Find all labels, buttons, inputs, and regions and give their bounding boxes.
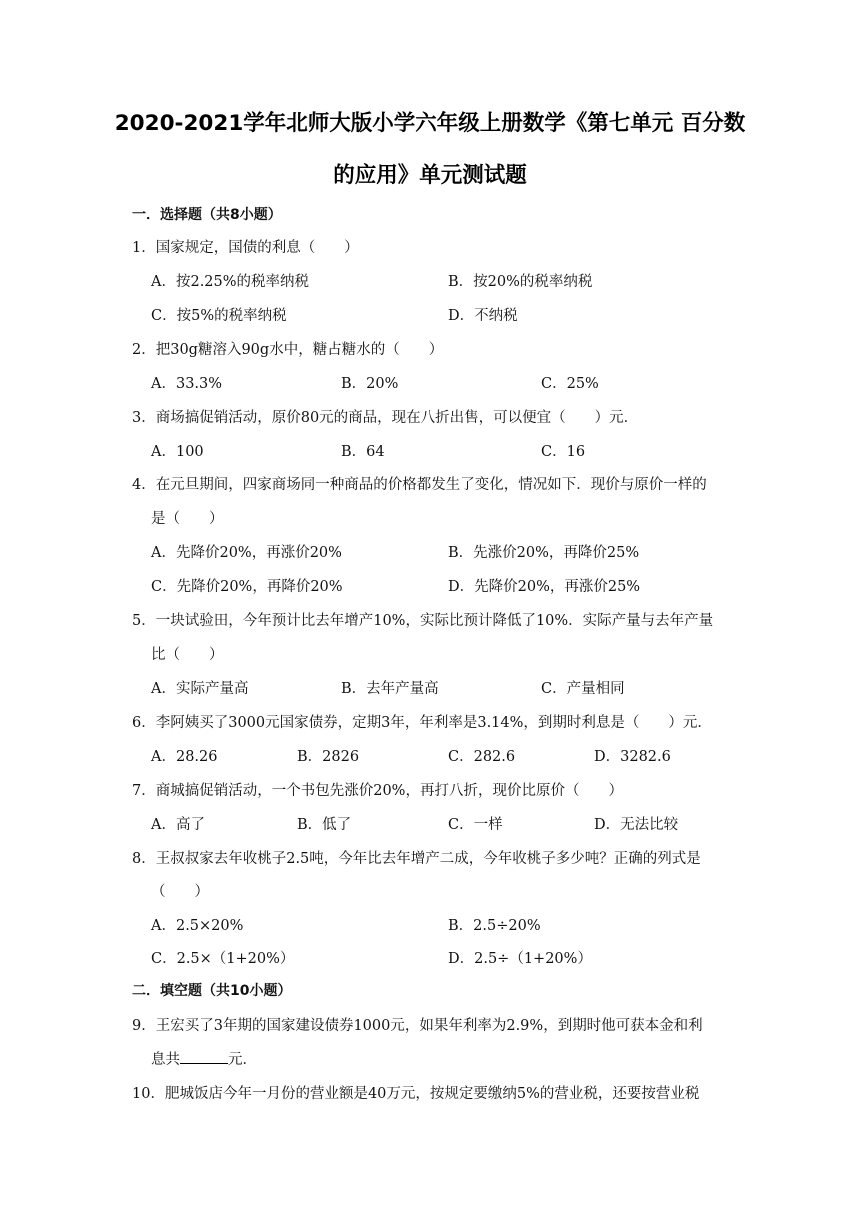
question-8-option-a: A．2.5×20% [151,918,244,934]
question-4-stem-continued: 是（ ） [151,511,224,527]
answer-blank[interactable] [180,1049,228,1064]
page-title-line1: 2020-2021学年北师大版小学六年级上册数学《第七单元 百分数 [114,111,746,136]
question-2-option-a: A．33.3% [151,376,223,392]
question-7-option-b: B．低了 [297,817,352,833]
question-4-option-b: B．先涨价20%，再降价25% [448,545,640,561]
question-8-stem: 8．王叔叔家去年收桃子2.5吨，今年比去年增产二成，今年收桃子多少吨？正确的列式是 [132,851,701,867]
question-1-option-c: C．按5%的税率纳税 [151,308,287,324]
question-8-option-d: D．2.5÷（1+20%） [448,951,592,967]
question-3-option-c: C．16 [541,444,586,460]
question-9-stem-continued [151,1048,257,1069]
question-4-stem: 4．在元旦期间，四家商场同一种商品的价格都发生了变化，情况如下．现价与原价一样的 [132,477,707,493]
question-9-text-before-blank: 息共 [151,1052,180,1068]
question-7-option-d: D．无法比较 [594,817,679,833]
section-heading-fill: 二．填空题（共10小题） [132,983,292,999]
question-8-option-b: B．2.5÷20% [448,918,541,934]
question-5-stem-continued: 比（ ） [151,647,224,663]
question-4-option-c: C．先降价20%，再降价20% [151,579,343,595]
question-2-option-c: C．25% [541,376,599,392]
question-7-option-a: A．高了 [151,817,205,833]
question-2-stem: 2．把30g糖溶入90g水中，糖占糖水的（ ） [132,342,444,358]
question-1-option-a: A．按2.25%的税率纳税 [151,274,310,290]
question-10-stem: 10．肥城饭店今年一月份的营业额是40万元，按规定要缴纳5%的营业税，还要按营业税 [132,1086,700,1102]
question-6-option-d: D．3282.6 [594,749,671,765]
question-6-option-a: A．28.26 [151,749,218,765]
question-7-option-c: C．一样 [448,817,503,833]
question-4-option-a: A．先降价20%，再涨价20% [151,545,342,561]
question-9-text-after-blank: 元． [228,1052,257,1068]
question-3-option-a: A．100 [151,444,204,460]
question-5-option-a: A．实际产量高 [151,681,249,697]
question-1-stem: 1．国家规定，国债的利息（ ） [132,240,359,256]
question-3-option-b: B．64 [341,444,385,460]
question-6-stem: 6．李阿姨买了3000元国家债券，定期3年，年利率是3.14%，到期时利息是（ ）元． [132,715,712,731]
question-6-option-c: C．282.6 [448,749,516,765]
page-title-line2: 的应用》单元测试题 [333,163,527,188]
question-2-option-b: B．20% [341,376,399,392]
question-5-option-c: C．产量相同 [541,681,625,697]
question-8-option-c: C．2.5×（1+20%） [151,951,295,967]
question-4-option-d: D．先降价20%，再涨价25% [448,579,641,595]
question-9-stem: 9．王宏买了3年期的国家建设债券1000元，如果年利率为2.9%，到期时他可获本金和利 [132,1018,703,1034]
question-8-stem-continued: （ ） [151,884,209,900]
question-3-stem: 3．商场搞促销活动，原价80元的商品，现在八折出售，可以便宜（ ）元． [132,410,639,426]
question-6-option-b: B．2826 [297,749,360,765]
question-1-option-d: D．不纳税 [448,308,518,324]
question-1-option-b: B．按20%的税率纳税 [448,274,593,290]
section-heading-choice: 一．选择题（共8小题） [132,207,282,223]
question-5-stem: 5．一块试验田，今年预计比去年增产10%，实际比预计降低了10%．实际产量与去年产量 [132,613,714,629]
question-5-option-b: B．去年产量高 [341,681,439,697]
question-7-stem: 7．商城搞促销活动，一个书包先涨价20%，再打八折，现价比原价（ ） [132,783,623,799]
